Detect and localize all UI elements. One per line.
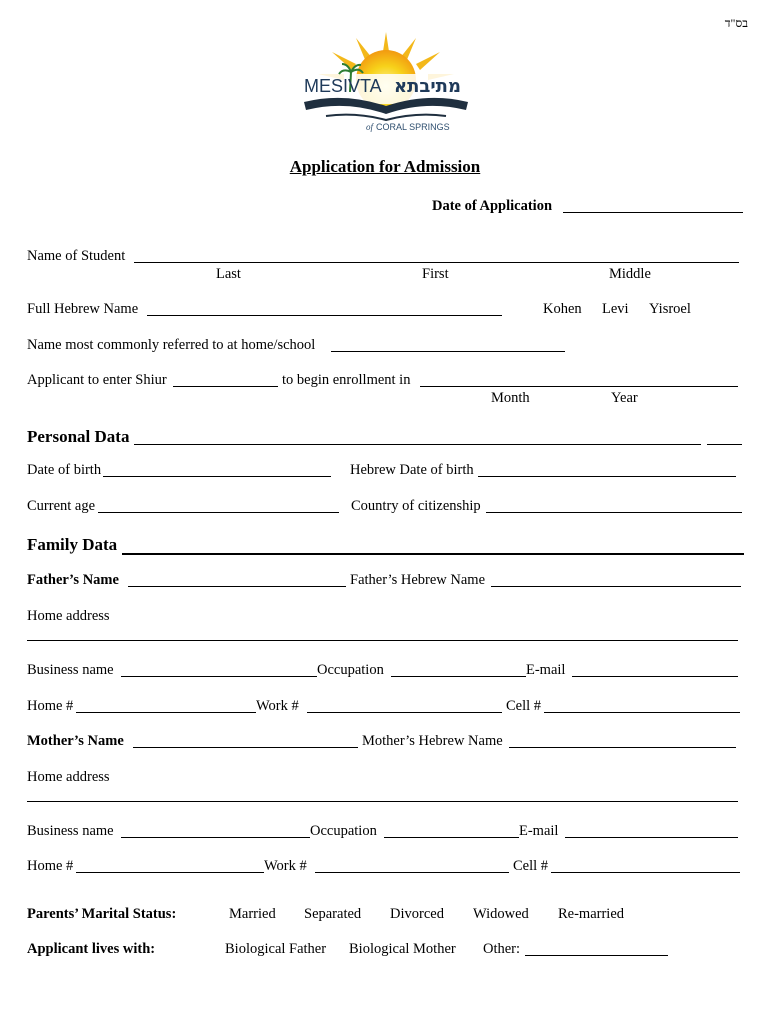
enrollment-label: to begin enrollment in — [282, 372, 411, 388]
marital-status-label: Parents’ Marital Status: — [27, 906, 177, 922]
father-cell-num-label: Cell # — [506, 698, 542, 714]
logo-place: CORAL SPRINGS — [376, 122, 450, 132]
student-name-field[interactable] — [134, 262, 739, 263]
mother-work-num-field[interactable] — [315, 872, 509, 873]
date-of-application-label: Date of Application — [432, 198, 553, 214]
hebrew-name-label: Full Hebrew Name — [27, 301, 139, 317]
lives-with-label: Applicant lives with: — [27, 941, 156, 957]
father-email-label: E-mail — [526, 662, 566, 678]
mesivta-logo — [296, 30, 476, 136]
common-name-field[interactable] — [331, 351, 565, 352]
mother-name-label: Mother’s Name — [27, 733, 124, 749]
father-name-field[interactable] — [128, 586, 346, 587]
mother-cell-num-label: Cell # — [513, 858, 549, 874]
mother-work-num-label: Work # — [264, 858, 307, 874]
month-caption: Month — [491, 390, 530, 406]
bsd-mark: בס"ד — [724, 16, 748, 30]
levi-option[interactable]: Levi — [602, 301, 629, 317]
mother-email-field[interactable] — [565, 837, 738, 838]
form-title: Application for Admission — [289, 157, 481, 176]
family-data-heading: Family Data — [27, 535, 118, 554]
logo-hebrew: מתיבתא — [394, 76, 461, 97]
mother-email-label: E-mail — [519, 823, 559, 839]
dob-field[interactable] — [103, 476, 331, 477]
mother-home-num-label: Home # — [27, 858, 74, 874]
father-work-num-field[interactable] — [307, 712, 502, 713]
mother-cell-num-field[interactable] — [551, 872, 740, 873]
first-name-caption: First — [422, 266, 449, 282]
age-field[interactable] — [98, 512, 339, 513]
marital-option-divorced[interactable]: Divorced — [390, 906, 444, 922]
yisroel-option[interactable]: Yisroel — [649, 301, 691, 317]
mother-business-label: Business name — [27, 823, 114, 839]
lives-with-other-field[interactable] — [525, 955, 668, 956]
father-home-num-label: Home # — [27, 698, 74, 714]
father-name-label: Father’s Name — [27, 572, 119, 588]
lives-with-other[interactable]: Other: — [483, 941, 521, 957]
student-name-label: Name of Student — [27, 248, 126, 264]
middle-name-caption: Middle — [609, 266, 651, 282]
mother-occupation-label: Occupation — [310, 823, 377, 839]
father-hebrew-label: Father’s Hebrew Name — [350, 572, 486, 588]
marital-option-married[interactable]: Married — [229, 906, 276, 922]
date-of-application-field[interactable] — [563, 212, 743, 213]
personal-heading-rule — [134, 444, 701, 445]
logo-of: of — [366, 122, 374, 132]
father-cell-num-field[interactable] — [544, 712, 740, 713]
common-name-label: Name most commonly referred to at home/school — [27, 337, 316, 353]
mother-name-field[interactable] — [133, 747, 358, 748]
father-business-field[interactable] — [121, 676, 317, 677]
father-occupation-label: Occupation — [317, 662, 384, 678]
last-name-caption: Last — [216, 266, 241, 282]
shiur-field[interactable] — [173, 386, 278, 387]
father-home-num-field[interactable] — [76, 712, 256, 713]
marital-option-separated[interactable]: Separated — [304, 906, 362, 922]
marital-option-remarried[interactable]: Re-married — [558, 906, 625, 922]
mother-home-num-field[interactable] — [76, 872, 264, 873]
lives-with-biological-father[interactable]: Biological Father — [225, 941, 327, 957]
mother-home-address-label: Home address — [27, 769, 110, 785]
personal-heading-rule-end — [707, 444, 742, 445]
mother-hebrew-label: Mother’s Hebrew Name — [362, 733, 503, 749]
mother-occupation-field[interactable] — [384, 837, 519, 838]
family-heading-rule — [122, 553, 744, 555]
year-caption: Year — [611, 390, 638, 406]
father-occupation-field[interactable] — [391, 676, 526, 677]
marital-option-widowed[interactable]: Widowed — [473, 906, 529, 922]
age-label: Current age — [27, 498, 96, 514]
personal-data-heading: Personal Data — [27, 427, 130, 446]
shiur-label: Applicant to enter Shiur — [27, 372, 167, 388]
citizenship-label: Country of citizenship — [351, 498, 481, 514]
hebrew-dob-field[interactable] — [478, 476, 736, 477]
citizenship-field[interactable] — [486, 512, 742, 513]
mother-home-address-field[interactable] — [27, 801, 738, 802]
hebrew-dob-label: Hebrew Date of birth — [350, 462, 474, 478]
hebrew-name-field[interactable] — [147, 315, 502, 316]
mother-hebrew-field[interactable] — [509, 747, 736, 748]
father-home-address-field[interactable] — [27, 640, 738, 641]
father-business-label: Business name — [27, 662, 114, 678]
lives-with-biological-mother[interactable]: Biological Mother — [349, 941, 456, 957]
father-work-num-label: Work # — [256, 698, 299, 714]
dob-label: Date of birth — [27, 462, 102, 478]
father-email-field[interactable] — [572, 676, 738, 677]
logo-english: MESIVTA — [304, 76, 382, 96]
father-home-address-label: Home address — [27, 608, 110, 624]
enrollment-field[interactable] — [420, 386, 738, 387]
kohen-option[interactable]: Kohen — [543, 301, 582, 317]
mother-business-field[interactable] — [121, 837, 310, 838]
father-hebrew-field[interactable] — [491, 586, 741, 587]
